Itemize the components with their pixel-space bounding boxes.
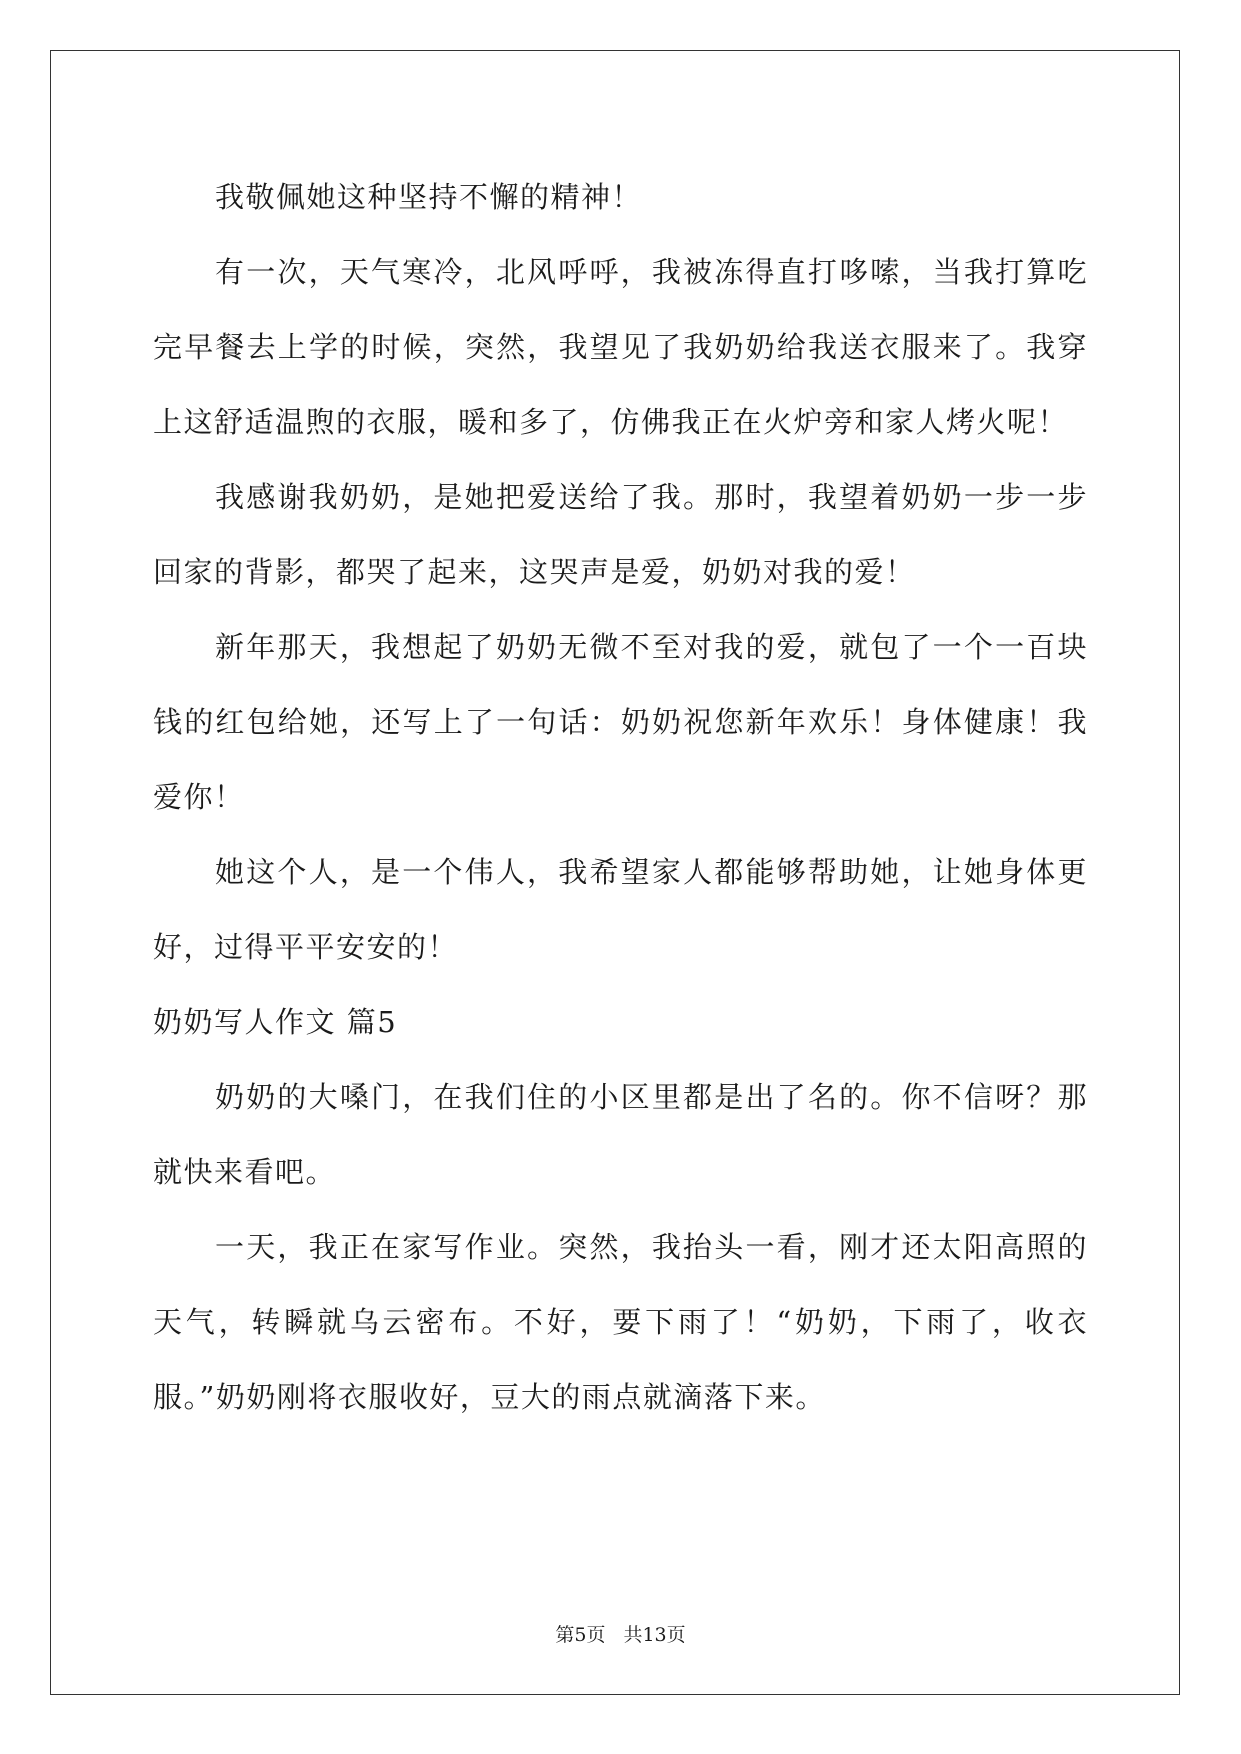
paragraph: 她这个人，是一个伟人，我希望家人都能够帮助她，让她身体更好，过得平平安安的！ bbox=[153, 855, 1088, 964]
paragraph: 奶奶的大嗓门，在我们住的小区里都是出了名的。你不信呀？那就快来看吧。 bbox=[153, 1080, 1088, 1189]
document-body bbox=[153, 160, 1088, 1435]
page-total: 共13页 bbox=[623, 1624, 686, 1646]
paragraph: 我敬佩她这种坚持不懈的精神！ bbox=[215, 180, 643, 214]
page-number: 第5页 bbox=[555, 1624, 606, 1646]
paragraph: 我感谢我奶奶，是她把爱送给了我。那时，我望着奶奶一步一步回家的背影，都哭了起来，这哭声是爱，奶奶对我的爱！ bbox=[153, 480, 1088, 589]
section-heading: 奶奶写人作文 篇5 bbox=[153, 1005, 398, 1039]
paragraph: 新年那天，我想起了奶奶无微不至对我的爱，就包了一个一百块钱的红包给她，还写上了一句话：奶奶祝您新年欢乐！身体健康！我爱你！ bbox=[153, 630, 1088, 814]
page-footer bbox=[0, 1620, 1241, 1647]
paragraph: 一天，我正在家写作业。突然，我抬头一看，刚才还太阳高照的天气，转瞬就乌云密布。不好，要下雨了！“奶奶，下雨了，收衣服。”奶奶刚将衣服收好，豆大的雨点就滴落下来。 bbox=[153, 1230, 1088, 1414]
paragraph: 有一次，天气寒冷，北风呼呼，我被冻得直打哆嗦，当我打算吃完早餐去上学的时候，突然，我望见了我奶奶给我送衣服来了。我穿上这舒适温煦的衣服，暖和多了，仿佛我正在火炉旁和家人烤火呢！ bbox=[153, 255, 1088, 439]
